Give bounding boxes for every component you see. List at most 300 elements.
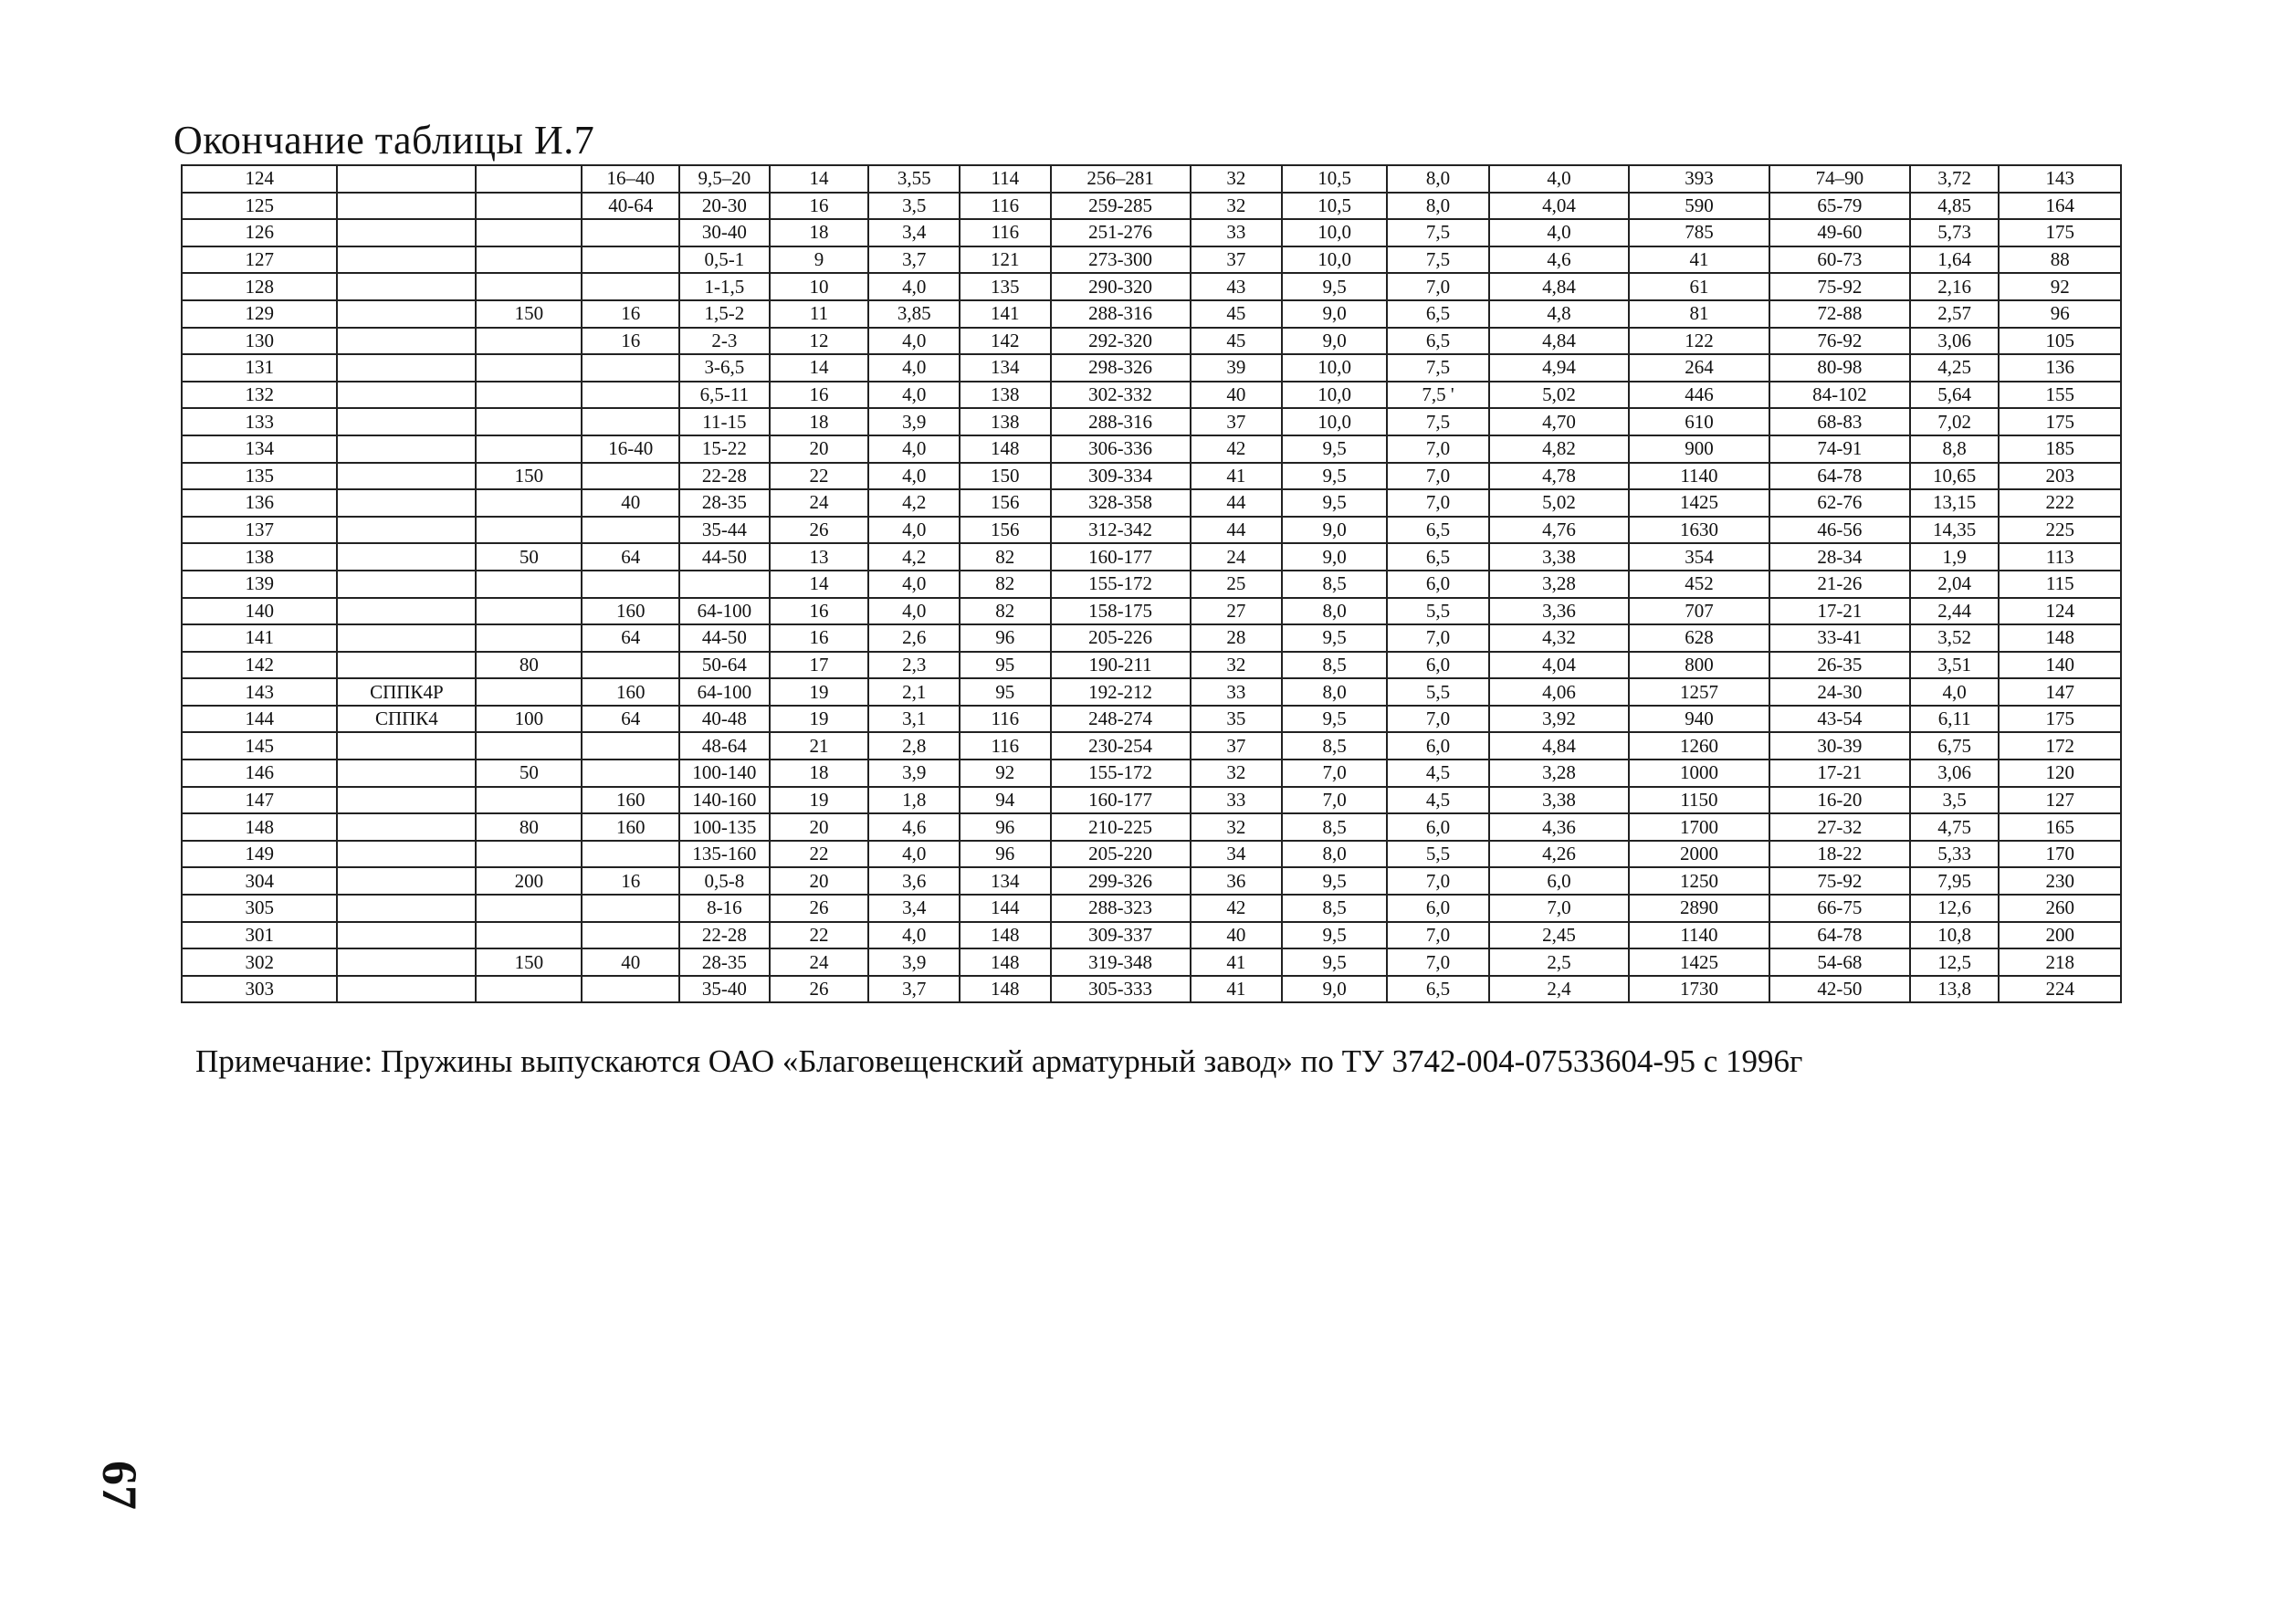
table-cell: 160 [582, 787, 679, 814]
table-cell: 8,0 [1387, 165, 1489, 193]
table-cell: 94 [960, 787, 1051, 814]
table-cell: 64 [582, 543, 679, 571]
table-cell: 4,84 [1489, 273, 1629, 300]
table-cell [582, 273, 679, 300]
table-cell: 3,28 [1489, 760, 1629, 787]
table-cell: 8,0 [1282, 678, 1387, 706]
table-cell: 6,75 [1910, 732, 2000, 760]
table-cell: 165 [1999, 813, 2121, 841]
table-cell: 82 [960, 543, 1051, 571]
table-cell: 22 [770, 841, 869, 868]
table-cell: 5,5 [1387, 678, 1489, 706]
table-cell [582, 571, 679, 598]
table-cell: 7,5 ' [1387, 382, 1489, 409]
table-cell: 319-348 [1051, 948, 1191, 976]
table-cell [582, 922, 679, 949]
table-cell: 3,9 [868, 408, 960, 435]
table-cell: 133 [182, 408, 337, 435]
table-cell: 175 [1999, 706, 2121, 733]
table-cell: 30-39 [1769, 732, 1910, 760]
table-cell: 40 [582, 948, 679, 976]
table-row [182, 922, 2121, 949]
table-cell: 36 [1191, 867, 1283, 895]
table-cell: 9,0 [1282, 976, 1387, 1003]
table-cell: 138 [960, 408, 1051, 435]
table-cell: 251-276 [1051, 219, 1191, 246]
table-cell: 4,70 [1489, 408, 1629, 435]
table-cell: 33-41 [1769, 624, 1910, 652]
table-cell: 13,15 [1910, 489, 2000, 517]
table-cell: 4,8 [1489, 300, 1629, 328]
table-cell: 10,5 [1282, 165, 1387, 193]
table-cell: 210-225 [1051, 813, 1191, 841]
table-cell: 155-172 [1051, 760, 1191, 787]
table-cell: 3,38 [1489, 543, 1629, 571]
table-cell: 61 [1629, 273, 1769, 300]
table-cell: 9 [770, 246, 869, 274]
table-cell: 7,5 [1387, 246, 1489, 274]
table-cell: 100-140 [679, 760, 770, 787]
table-cell: 2890 [1629, 895, 1769, 922]
table-cell: 12,5 [1910, 948, 2000, 976]
table-cell: 37 [1191, 408, 1283, 435]
table-cell: 9,5 [1282, 273, 1387, 300]
table-cell: 7,0 [1282, 760, 1387, 787]
table-cell: 113 [1999, 543, 2121, 571]
table-cell: 6,0 [1387, 813, 1489, 841]
table-cell: 20 [770, 813, 869, 841]
table-cell: 8,0 [1282, 598, 1387, 625]
table-cell: 1,5-2 [679, 300, 770, 328]
table-cell: 128 [182, 273, 337, 300]
table-cell: 7,0 [1387, 922, 1489, 949]
table-cell: 5,02 [1489, 489, 1629, 517]
table-cell: 160-177 [1051, 787, 1191, 814]
table-cell: 6,0 [1387, 895, 1489, 922]
table-row [182, 328, 2121, 355]
table-cell [337, 435, 476, 463]
table-cell: 4,04 [1489, 193, 1629, 220]
table-cell: 141 [182, 624, 337, 652]
table-cell: 142 [960, 328, 1051, 355]
table-cell [582, 841, 679, 868]
table-cell: 4,0 [868, 463, 960, 490]
table-cell [582, 895, 679, 922]
table-row [182, 813, 2121, 841]
table-cell: 134 [960, 354, 1051, 382]
table-cell: 137 [182, 517, 337, 544]
table-cell: 2,04 [1910, 571, 2000, 598]
table-cell: 6,5 [1387, 328, 1489, 355]
table-cell: 707 [1629, 598, 1769, 625]
table-cell: 34 [1191, 841, 1283, 868]
table-cell: 4,78 [1489, 463, 1629, 490]
table-cell: 4,25 [1910, 354, 2000, 382]
table-cell: 42-50 [1769, 976, 1910, 1003]
table-cell: 10,0 [1282, 354, 1387, 382]
table-cell: 800 [1629, 652, 1769, 679]
table-cell [337, 948, 476, 976]
table-cell: 3,5 [868, 193, 960, 220]
table-cell: 12,6 [1910, 895, 2000, 922]
table-cell: 2,8 [868, 732, 960, 760]
table-cell: 190-211 [1051, 652, 1191, 679]
table-cell: 175 [1999, 408, 2121, 435]
table-cell [582, 354, 679, 382]
table-cell: 100-135 [679, 813, 770, 841]
table-cell: 4,5 [1387, 760, 1489, 787]
table-cell: 12 [770, 328, 869, 355]
table-cell [337, 652, 476, 679]
table-cell: 9,5–20 [679, 165, 770, 193]
table-cell: 156 [960, 489, 1051, 517]
table-cell: 3,4 [868, 219, 960, 246]
table-cell: 148 [960, 435, 1051, 463]
table-cell [337, 732, 476, 760]
table-cell: 80-98 [1769, 354, 1910, 382]
table-cell [476, 273, 582, 300]
table-cell: 6,0 [1489, 867, 1629, 895]
table-cell: 148 [960, 948, 1051, 976]
table-cell: 40 [1191, 922, 1283, 949]
table-cell: 2,1 [868, 678, 960, 706]
table-cell: 3,9 [868, 948, 960, 976]
table-cell: 224 [1999, 976, 2121, 1003]
table-cell: 9,5 [1282, 463, 1387, 490]
table-cell: 96 [960, 624, 1051, 652]
table-cell: 35 [1191, 706, 1283, 733]
table-cell: 8,8 [1910, 435, 2000, 463]
table-cell: 149 [182, 841, 337, 868]
table-cell: 135 [960, 273, 1051, 300]
table-cell: 16 [582, 300, 679, 328]
table-cell: 24 [770, 948, 869, 976]
table-cell: 164 [1999, 193, 2121, 220]
table-cell [476, 408, 582, 435]
table-cell [337, 976, 476, 1003]
table-cell: 1,8 [868, 787, 960, 814]
table-cell: 10,0 [1282, 382, 1387, 409]
table-cell: 5,73 [1910, 219, 2000, 246]
table-cell: 4,04 [1489, 652, 1629, 679]
table-cell: 19 [770, 706, 869, 733]
table-cell: 222 [1999, 489, 2121, 517]
table-row [182, 787, 2121, 814]
table-cell: 452 [1629, 571, 1769, 598]
table-cell: 7,95 [1910, 867, 2000, 895]
table-cell: 4,76 [1489, 517, 1629, 544]
table-cell: 66-75 [1769, 895, 1910, 922]
table-cell: 610 [1629, 408, 1769, 435]
table-row [182, 300, 2121, 328]
table-cell: 33 [1191, 787, 1283, 814]
table-cell: 8,5 [1282, 732, 1387, 760]
table-cell [476, 841, 582, 868]
table-cell: 4,36 [1489, 813, 1629, 841]
table-cell: 9,0 [1282, 328, 1387, 355]
table-cell [476, 517, 582, 544]
table-cell: 155-172 [1051, 571, 1191, 598]
table-cell: 124 [182, 165, 337, 193]
table-cell: 116 [960, 706, 1051, 733]
table-cell: 64-100 [679, 598, 770, 625]
table-cell [476, 354, 582, 382]
table-cell: 42 [1191, 895, 1283, 922]
table-cell: 46-56 [1769, 517, 1910, 544]
table-cell: 33 [1191, 678, 1283, 706]
table-row [182, 165, 2121, 193]
table-cell: 305-333 [1051, 976, 1191, 1003]
table-cell: 1700 [1629, 813, 1769, 841]
table-cell: 3,4 [868, 895, 960, 922]
table-cell: 156 [960, 517, 1051, 544]
table-cell: 64 [582, 706, 679, 733]
table-cell: 393 [1629, 165, 1769, 193]
table-cell: 170 [1999, 841, 2121, 868]
table-cell: 1,64 [1910, 246, 2000, 274]
table-row [182, 976, 2121, 1003]
table-cell: 354 [1629, 543, 1769, 571]
table-cell: 4,06 [1489, 678, 1629, 706]
table-cell [337, 408, 476, 435]
table-cell: 50 [476, 543, 582, 571]
table-cell: 41 [1629, 246, 1769, 274]
table-cell: 2,16 [1910, 273, 2000, 300]
table-row [182, 435, 2121, 463]
table-cell: 17-21 [1769, 598, 1910, 625]
table-cell: 3,06 [1910, 760, 2000, 787]
table-cell: 146 [182, 760, 337, 787]
table-cell: 96 [960, 813, 1051, 841]
table-cell: 139 [182, 571, 337, 598]
table-cell: 25 [1191, 571, 1283, 598]
table-cell: 136 [182, 489, 337, 517]
table-cell: 4,0 [868, 841, 960, 868]
table-cell: 22 [770, 922, 869, 949]
table-cell: 144 [960, 895, 1051, 922]
table-cell: 18 [770, 760, 869, 787]
table-cell: 22-28 [679, 463, 770, 490]
table-row [182, 246, 2121, 274]
table-cell: 147 [1999, 678, 2121, 706]
table-cell: 9,5 [1282, 706, 1387, 733]
table-cell: 74–90 [1769, 165, 1910, 193]
table-cell: 26-35 [1769, 652, 1910, 679]
table-cell: 125 [182, 193, 337, 220]
table-cell: 6,0 [1387, 652, 1489, 679]
table-cell: 1257 [1629, 678, 1769, 706]
table-cell: 446 [1629, 382, 1769, 409]
page-number: 67 [92, 1461, 147, 1510]
table-cell: 41 [1191, 948, 1283, 976]
table-cell: 35-40 [679, 976, 770, 1003]
table-cell [476, 571, 582, 598]
table-cell: 2000 [1629, 841, 1769, 868]
table-cell [582, 408, 679, 435]
table-cell: 28-34 [1769, 543, 1910, 571]
table-cell: 7,0 [1387, 706, 1489, 733]
table-cell: 135 [182, 463, 337, 490]
table-cell: 144 [182, 706, 337, 733]
table-cell: 74-91 [1769, 435, 1910, 463]
table-cell: 95 [960, 678, 1051, 706]
table-cell: 2,6 [868, 624, 960, 652]
table-cell: 132 [182, 382, 337, 409]
table-cell: 20 [770, 867, 869, 895]
table-cell: 4,0 [1489, 219, 1629, 246]
table-cell: 4,84 [1489, 732, 1629, 760]
table-row [182, 895, 2121, 922]
table-cell: 15-22 [679, 435, 770, 463]
table-cell [337, 354, 476, 382]
table-cell: 150 [476, 463, 582, 490]
table-cell: 30-40 [679, 219, 770, 246]
table-cell: 301 [182, 922, 337, 949]
table-cell: 14 [770, 571, 869, 598]
table-cell: 160-177 [1051, 543, 1191, 571]
table-cell: 7,0 [1387, 624, 1489, 652]
table-cell: 172 [1999, 732, 2121, 760]
table-cell [476, 328, 582, 355]
table-cell: 8,5 [1282, 652, 1387, 679]
table-cell: 81 [1629, 300, 1769, 328]
data-table [181, 164, 2122, 1003]
table-cell: 4,82 [1489, 435, 1629, 463]
table-cell [337, 273, 476, 300]
table-cell: 138 [182, 543, 337, 571]
table-cell: 43-54 [1769, 706, 1910, 733]
table-cell: 3,72 [1910, 165, 2000, 193]
table-cell [582, 219, 679, 246]
table-cell: 8,0 [1387, 193, 1489, 220]
table-cell: 40 [1191, 382, 1283, 409]
table-cell: 150 [960, 463, 1051, 490]
table-cell [337, 543, 476, 571]
table-cell: 1140 [1629, 463, 1769, 490]
table-cell: 18 [770, 408, 869, 435]
table-cell: 37 [1191, 732, 1283, 760]
table-cell: 6,0 [1387, 571, 1489, 598]
table-row [182, 543, 2121, 571]
table-cell: 4,0 [868, 382, 960, 409]
table-cell: 4,0 [868, 435, 960, 463]
table-cell [476, 678, 582, 706]
table-cell: 50 [476, 760, 582, 787]
table-cell [337, 300, 476, 328]
table-cell: 2,4 [1489, 976, 1629, 1003]
table-cell [337, 841, 476, 868]
table-cell: 7,0 [1387, 867, 1489, 895]
table-cell: 13 [770, 543, 869, 571]
table-cell: 14 [770, 354, 869, 382]
table-cell: 9,0 [1282, 517, 1387, 544]
table-cell: 26 [770, 517, 869, 544]
table-cell: 41 [1191, 976, 1283, 1003]
table-cell: 134 [182, 435, 337, 463]
table-cell: 44-50 [679, 543, 770, 571]
table-cell: 14,35 [1910, 517, 2000, 544]
table-cell: 5,5 [1387, 598, 1489, 625]
table-cell: 33 [1191, 219, 1283, 246]
table-cell: 590 [1629, 193, 1769, 220]
table-cell: СППК4Р [337, 678, 476, 706]
table-cell: 75-92 [1769, 273, 1910, 300]
table-cell: 27-32 [1769, 813, 1910, 841]
table-cell: 1630 [1629, 517, 1769, 544]
table-cell: 148 [182, 813, 337, 841]
table-cell [337, 463, 476, 490]
table-cell: 92 [1999, 273, 2121, 300]
table-cell: 35-44 [679, 517, 770, 544]
table-cell: 50-64 [679, 652, 770, 679]
table-cell: 148 [1999, 624, 2121, 652]
table-cell [476, 624, 582, 652]
table-cell: 3,7 [868, 976, 960, 1003]
table-row [182, 652, 2121, 679]
table-cell: 127 [1999, 787, 2121, 814]
table-cell: 288-316 [1051, 300, 1191, 328]
table-cell: 64-78 [1769, 463, 1910, 490]
table-cell: 3,51 [1910, 652, 2000, 679]
table-cell: 299-326 [1051, 867, 1191, 895]
table-cell: 116 [960, 193, 1051, 220]
table-cell: 900 [1629, 435, 1769, 463]
table-row [182, 273, 2121, 300]
table-cell: 28 [1191, 624, 1283, 652]
table-cell: 1150 [1629, 787, 1769, 814]
table-cell: 4,32 [1489, 624, 1629, 652]
table-cell: 304 [182, 867, 337, 895]
table-cell: 225 [1999, 517, 2121, 544]
table-cell: 32 [1191, 165, 1283, 193]
table-cell: 20 [770, 435, 869, 463]
table-cell: 1140 [1629, 922, 1769, 949]
table-cell: 3,9 [868, 760, 960, 787]
table-cell: 1,9 [1910, 543, 2000, 571]
table-cell: 10,0 [1282, 408, 1387, 435]
table-cell [582, 652, 679, 679]
table-cell: 116 [960, 219, 1051, 246]
table-cell: 1260 [1629, 732, 1769, 760]
table-cell: 1000 [1629, 760, 1769, 787]
table-cell: 116 [960, 732, 1051, 760]
table-cell: 230-254 [1051, 732, 1191, 760]
table-cell: 3,5 [1910, 787, 2000, 814]
table-cell: 24 [1191, 543, 1283, 571]
table-row [182, 948, 2121, 976]
table-cell: 5,64 [1910, 382, 2000, 409]
table-cell: 328-358 [1051, 489, 1191, 517]
table-cell: 9,5 [1282, 489, 1387, 517]
table-row [182, 193, 2121, 220]
table-cell: 18-22 [1769, 841, 1910, 868]
table-cell: 140 [182, 598, 337, 625]
table-row [182, 571, 2121, 598]
table-cell: 24 [770, 489, 869, 517]
table-cell: 6,5 [1387, 300, 1489, 328]
table-cell: 95 [960, 652, 1051, 679]
table-cell: 260 [1999, 895, 2121, 922]
table-cell: 147 [182, 787, 337, 814]
table-cell: 8,0 [1282, 841, 1387, 868]
table-cell: 9,0 [1282, 543, 1387, 571]
table-cell: 134 [960, 867, 1051, 895]
table-cell: 32 [1191, 193, 1283, 220]
table-cell: 6,0 [1387, 732, 1489, 760]
table-cell: 2-3 [679, 328, 770, 355]
table-cell: 3,7 [868, 246, 960, 274]
table-cell: 4,6 [1489, 246, 1629, 274]
